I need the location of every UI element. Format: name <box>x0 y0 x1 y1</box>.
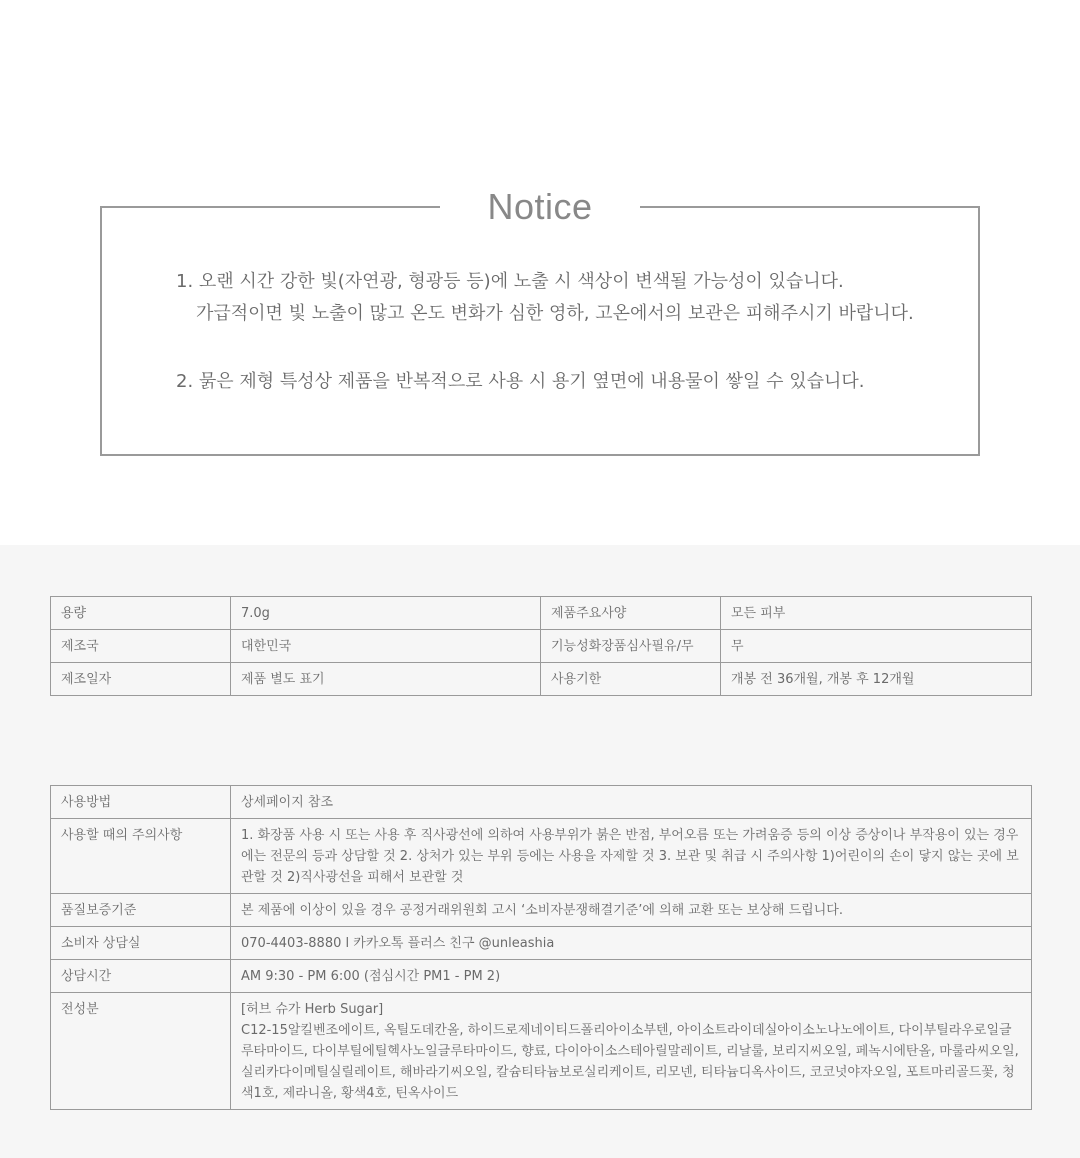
info-value: 상세페이지 참조 <box>231 786 1032 819</box>
notice-item-line: 가급적이면 빛 노출이 많고 온도 변화가 심한 영하, 고온에서의 보관은 피해주시기 바랍니다. <box>196 303 914 324</box>
notice-item-line: 2. 묽은 제형 특성상 제품을 반복적으로 사용 시 용기 옆면에 내용물이 쌓일 수 있습니다. <box>176 371 865 392</box>
info-value: AM 9:30 - PM 6:00 (점심시간 PM1 - PM 2) <box>231 960 1032 993</box>
notice-title: Notice <box>440 183 640 231</box>
spec-table <box>50 596 1032 696</box>
table-row <box>51 597 1032 630</box>
notice-item <box>176 366 956 398</box>
spec-value: 무 <box>721 630 1032 663</box>
spec-value: 개봉 전 36개월, 개봉 후 12개월 <box>721 663 1032 696</box>
info-label: 소비자 상담실 <box>51 927 231 960</box>
spec-label: 사용기한 <box>541 663 721 696</box>
notice-section <box>0 0 1080 545</box>
table-row <box>51 819 1032 894</box>
ingredient-list: C12-15알킬벤조에이트, 옥틸도데칸올, 하이드로제네이티드폴리아이소부텐, 아이소트라이데실아이소노나노에이트, 다이부틸라우로일글루타마이드, 다이부틸에틸헥사노일글루타마이드, 향료, 다이아이소스테아릴말레이트, 리날룰, 보리지씨오일, 페녹시에탄올, 마룰라씨오일, 실리카다이메틸실릴레이트, 해바라기씨오일, 칼슘티타늄보로실리케이트, 리모넨, 티타늄디옥사이드, 코코넛야자오일, 포트마리골드꽃, 청색1호, 제라니올, 황색4호, 틴옥사이드 <box>241 1023 1019 1101</box>
notice-item-line: 1. 오랜 시간 강한 빛(자연광, 형광등 등)에 노출 시 색상이 변색될 가능성이 있습니다. <box>176 271 844 292</box>
notice-item <box>176 266 956 330</box>
spec-label: 제조국 <box>51 630 231 663</box>
info-label: 사용방법 <box>51 786 231 819</box>
info-value: 070-4403-8880 l 카카오톡 플러스 친구 @unleashia <box>231 927 1032 960</box>
notice-list <box>176 266 956 398</box>
table-row <box>51 630 1032 663</box>
table-row <box>51 663 1032 696</box>
info-label: 상담시간 <box>51 960 231 993</box>
spec-label: 용량 <box>51 597 231 630</box>
info-value: 본 제품에 이상이 있을 경우 공정거래위원회 고시 ‘소비자분쟁해결기준’에 의해 교환 또는 보상해 드립니다. <box>231 894 1032 927</box>
info-label: 사용할 때의 주의사항 <box>51 819 231 894</box>
table-row <box>51 993 1032 1110</box>
table-row <box>51 960 1032 993</box>
info-value <box>231 993 1032 1110</box>
spec-value: 제품 별도 표기 <box>231 663 541 696</box>
spec-value: 7.0g <box>231 597 541 630</box>
spec-label: 기능성화장품심사필유/무 <box>541 630 721 663</box>
spec-value: 대한민국 <box>231 630 541 663</box>
ingredient-heading: [허브 슈가 Herb Sugar] <box>241 1002 384 1017</box>
table-row <box>51 894 1032 927</box>
spec-label: 제조일자 <box>51 663 231 696</box>
spec-label: 제품주요사양 <box>541 597 721 630</box>
info-label: 전성분 <box>51 993 231 1110</box>
table-row <box>51 927 1032 960</box>
info-value: 1. 화장품 사용 시 또는 사용 후 직사광선에 의하여 사용부위가 붉은 반점, 부어오름 또는 가려움증 등의 이상 증상이나 부작용이 있는 경우에는 전문의 등과 상담할 것 2. 상처가 있는 부위 등에는 사용을 자제할 것 3. 보관 및 취급 시 주의사항 1)어린이의 손이 닿지 않는 곳에 보관할 것 2)직사광선을 피해서 보관할 것 <box>231 819 1032 894</box>
product-info-section <box>0 545 1080 1158</box>
info-table <box>50 785 1032 1110</box>
spec-value: 모든 피부 <box>721 597 1032 630</box>
table-row <box>51 786 1032 819</box>
info-label: 품질보증기준 <box>51 894 231 927</box>
